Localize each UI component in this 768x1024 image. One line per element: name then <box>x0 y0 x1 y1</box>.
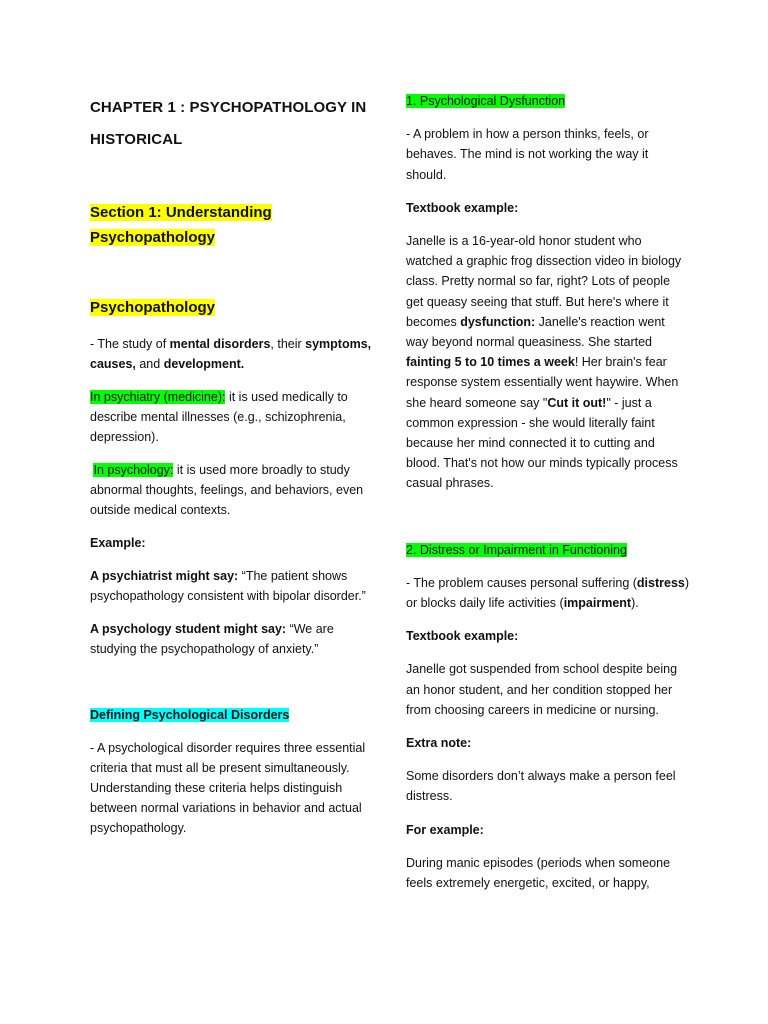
for-example-label-text: For example: <box>406 822 484 837</box>
h2-part-a: - The problem causes personal suffering ( <box>406 575 637 590</box>
h2-part-c: ). <box>631 596 639 611</box>
extra-note-label-text: Extra note: <box>406 736 472 751</box>
h2-distress: distress <box>636 575 685 590</box>
ex1-dysfunction: dysfunction: <box>460 314 536 329</box>
psychiatry-label: In psychiatry (medicine): <box>90 390 226 404</box>
dysfunction-example <box>406 231 690 494</box>
ex1-part-c: ! Her brain's fear response system essentially went haywire. When she heard someone say " <box>406 355 679 410</box>
dysfunction-heading-text: 1. Psychological Dysfunction <box>406 94 566 108</box>
extra-note-text: Some disorders don’t always make a person feel distress. <box>406 769 676 804</box>
example-label <box>90 533 372 553</box>
def-intro: - The study of <box>90 337 170 351</box>
chapter-title: CHAPTER 1 : PSYCHOPATHOLOGY IN HISTORICAL <box>90 99 367 148</box>
psychology-label: In psychology: <box>93 463 174 477</box>
definition-paragraph <box>90 334 372 374</box>
defining-heading <box>90 705 372 725</box>
textbook-example-label-2-text: Textbook example: <box>406 629 519 644</box>
textbook-example-label-1 <box>406 198 690 218</box>
psychiatry-paragraph <box>90 387 372 447</box>
student-label: A psychology student might say: <box>90 622 287 636</box>
ex1-fainting: fainting 5 to 10 times a week <box>406 355 575 370</box>
section-title-line1: Section 1: Understanding <box>90 204 272 221</box>
psychiatry-text: it is used medically to describe mental illnesses (e.g., schizophrenia, depression). <box>90 390 348 444</box>
ex1-part-b: Janelle's reaction went way beyond normal queasiness. She started <box>406 314 665 350</box>
def-and: and <box>135 357 164 371</box>
textbook-example-label-1-text: Textbook example: <box>406 200 519 215</box>
left-column <box>90 92 372 838</box>
ex1-cutit: Cut it out! <box>547 395 607 410</box>
psychology-paragraph <box>90 460 372 520</box>
dysfunction-heading <box>406 91 690 111</box>
h2-impairment: impairment <box>563 596 632 611</box>
ex1-part-d: " - just a common expression - she would literally faint because her mind connected it to cutting and blood. That's not how our minds typically process casual phrases. <box>406 395 678 491</box>
psychiatrist-quote: “The patient shows psychopathology consistent with bipolar disorder.” <box>90 569 366 603</box>
right-column <box>406 91 690 893</box>
topic-heading-text: Psychopathology <box>90 299 216 316</box>
example-label-text: Example: <box>90 536 146 550</box>
def-mental: mental disorders <box>169 337 271 351</box>
student-quote-paragraph <box>90 619 372 659</box>
topic-heading <box>90 296 372 320</box>
textbook-example-label-2 <box>406 626 690 646</box>
defining-paragraph: - A psychological disorder requires three essential criteria that must all be present simultaneously. Understanding these criteria helps distinguish between normal variations in behavior and actual psychopathology. <box>90 741 366 835</box>
distress-heading <box>406 540 690 560</box>
distress-example: Janelle got suspended from school despite being an honor student, and her condition stopped her from choosing careers in medicine or nursing. <box>406 662 678 717</box>
for-example-text: During manic episodes (periods when someone feels extremely energetic, excited, or happy, <box>406 855 671 891</box>
defining-heading-text: Defining Psychological Disorders <box>90 708 290 722</box>
dysfunction-definition: - A problem in how a person thinks, feels, or behaves. The mind is not working the way it should. <box>406 127 649 182</box>
section-title-line2: Psychopathology <box>90 229 216 246</box>
distress-definition <box>406 573 690 613</box>
psychology-text: it is used more broadly to study abnormal thoughts, feelings, and behaviors, even outside medical contexts. <box>90 463 364 517</box>
for-example-label <box>406 820 690 840</box>
extra-note-label <box>406 733 690 753</box>
def-development: development. <box>163 357 245 371</box>
distress-heading-text: 2. Distress or Impairment in Functioning <box>406 542 627 557</box>
section-title <box>90 200 372 250</box>
h2-part-b: ) or blocks daily life activities ( <box>406 575 690 611</box>
def-symptoms: symptoms, causes, <box>90 337 372 371</box>
psychiatrist-label: A psychiatrist might say: <box>90 569 239 583</box>
ex1-part-a: Janelle is a 16-year-old honor student who watched a graphic frog dissection video in biology class. Pretty normal so far, right? Lots of people get queasy seeing that stuff. But here's where it becomes <box>406 234 682 329</box>
psychiatrist-quote-paragraph <box>90 566 372 606</box>
def-their: , their <box>270 337 306 351</box>
student-quote: “We are studying the psychopathology of anxiety.” <box>90 622 334 656</box>
